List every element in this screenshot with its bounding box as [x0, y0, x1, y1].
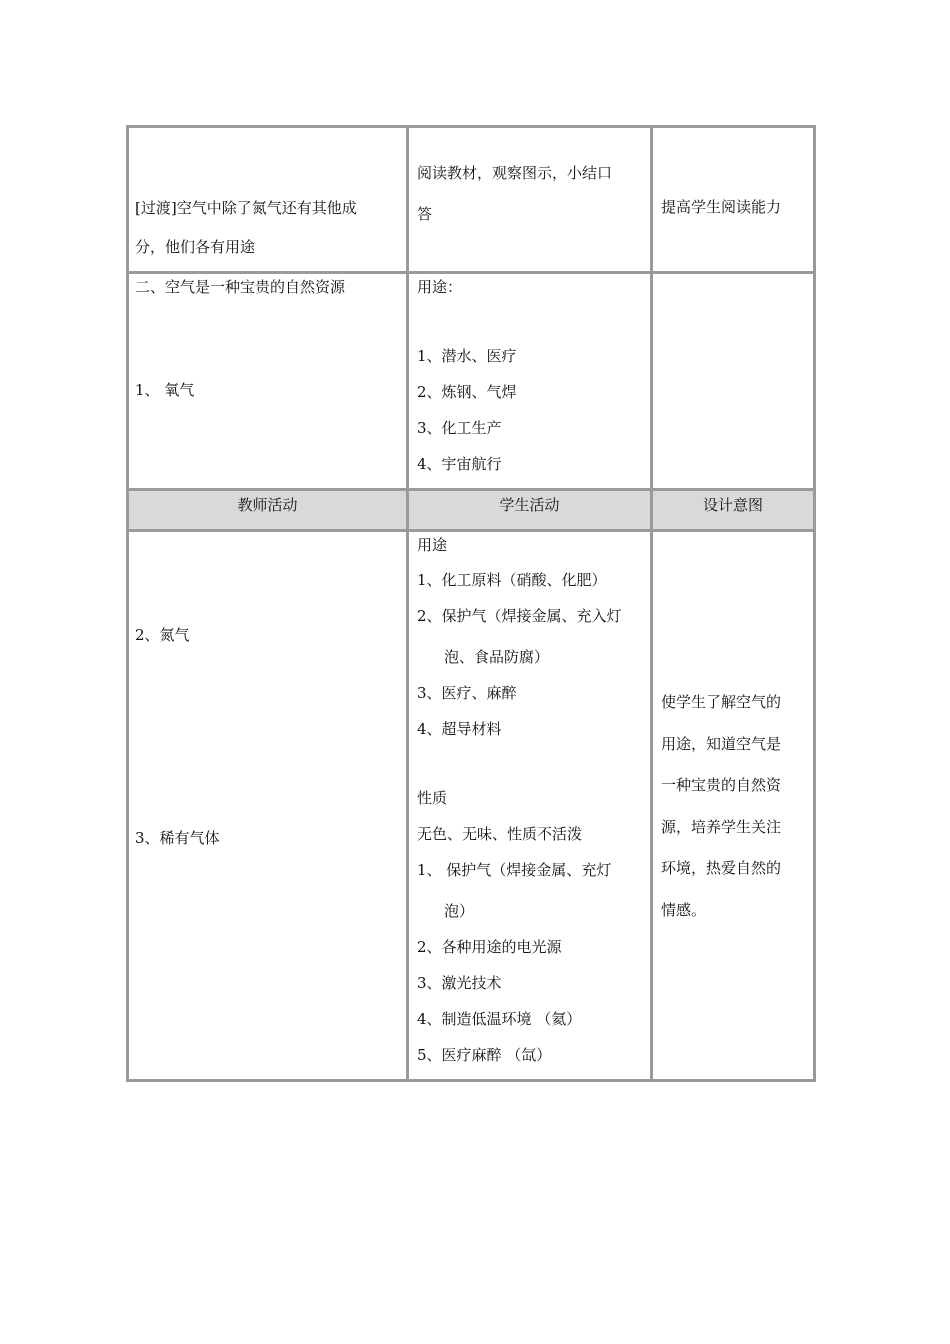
header-student: 学生活动: [499, 496, 560, 514]
row3-student-line: 3、激光技术: [417, 974, 502, 992]
row1-student-line-1: 阅读教材，观察图示，小结口: [417, 164, 613, 182]
row2-student-item: 2、炼钢、气焊: [417, 383, 517, 401]
row3-student-line: 泡、食品防腐）: [444, 648, 550, 666]
row3-student-line: 无色、无味、性质不活泼: [417, 825, 583, 843]
row3-student-line: 2、保护气（焊接金属、充入灯: [417, 607, 622, 625]
header-teacher: 教师活动: [237, 496, 298, 514]
row3-design-line: 用途，知道空气是: [661, 735, 782, 753]
row3-teacher-item: 3、稀有气体: [135, 829, 220, 847]
row3-student-line: 5、医疗麻醉 （氙）: [417, 1046, 552, 1064]
header-design: 设计意图: [702, 496, 763, 514]
row2-student-item: 3、化工生产: [417, 419, 502, 437]
row1-student-line-2: 答: [417, 205, 433, 223]
row2-student-item: 1、潜水、医疗: [417, 347, 517, 365]
row3-design-line: 环境，热爱自然的: [661, 859, 782, 877]
row1-teacher-line-1: [过渡]空气中除了氮气还有其他成: [135, 199, 357, 217]
row3-student-line: 用途: [417, 536, 448, 554]
row3-student-line: 1、 保护气（焊接金属、充灯: [417, 861, 612, 879]
row1-teacher-line-2: 分，他们各有用途: [135, 238, 256, 256]
row2-teacher-item: 1、 氧气: [135, 381, 195, 399]
row3-teacher-item: 2、氮气: [135, 626, 190, 644]
row3-student-line: 2、各种用途的电光源: [417, 938, 562, 956]
row3-student-line: 1、化工原料（硝酸、化肥）: [417, 571, 607, 589]
row3-student-line: 泡）: [444, 902, 475, 920]
row3-design-line: 一种宝贵的自然资: [661, 776, 782, 794]
row2-student-item: 4、宇宙航行: [417, 455, 502, 473]
row1-design: 提高学生阅读能力: [661, 198, 782, 216]
row3-student-line: 4、超导材料: [417, 720, 502, 738]
row3-student-line: 3、医疗、麻醉: [417, 684, 517, 702]
row3-design-line: 情感。: [661, 901, 707, 919]
row3-design-line: 源，培养学生关注: [661, 818, 782, 836]
row3-design-line: 使学生了解空气的: [661, 693, 782, 711]
row2-student-title: 用途：: [417, 278, 463, 296]
row2-teacher-title: 二、空气是一种宝贵的自然资源: [135, 278, 346, 296]
row3-student-line: 性质: [417, 789, 448, 807]
row3-student-line: 4、制造低温环境 （氦）: [417, 1010, 582, 1028]
